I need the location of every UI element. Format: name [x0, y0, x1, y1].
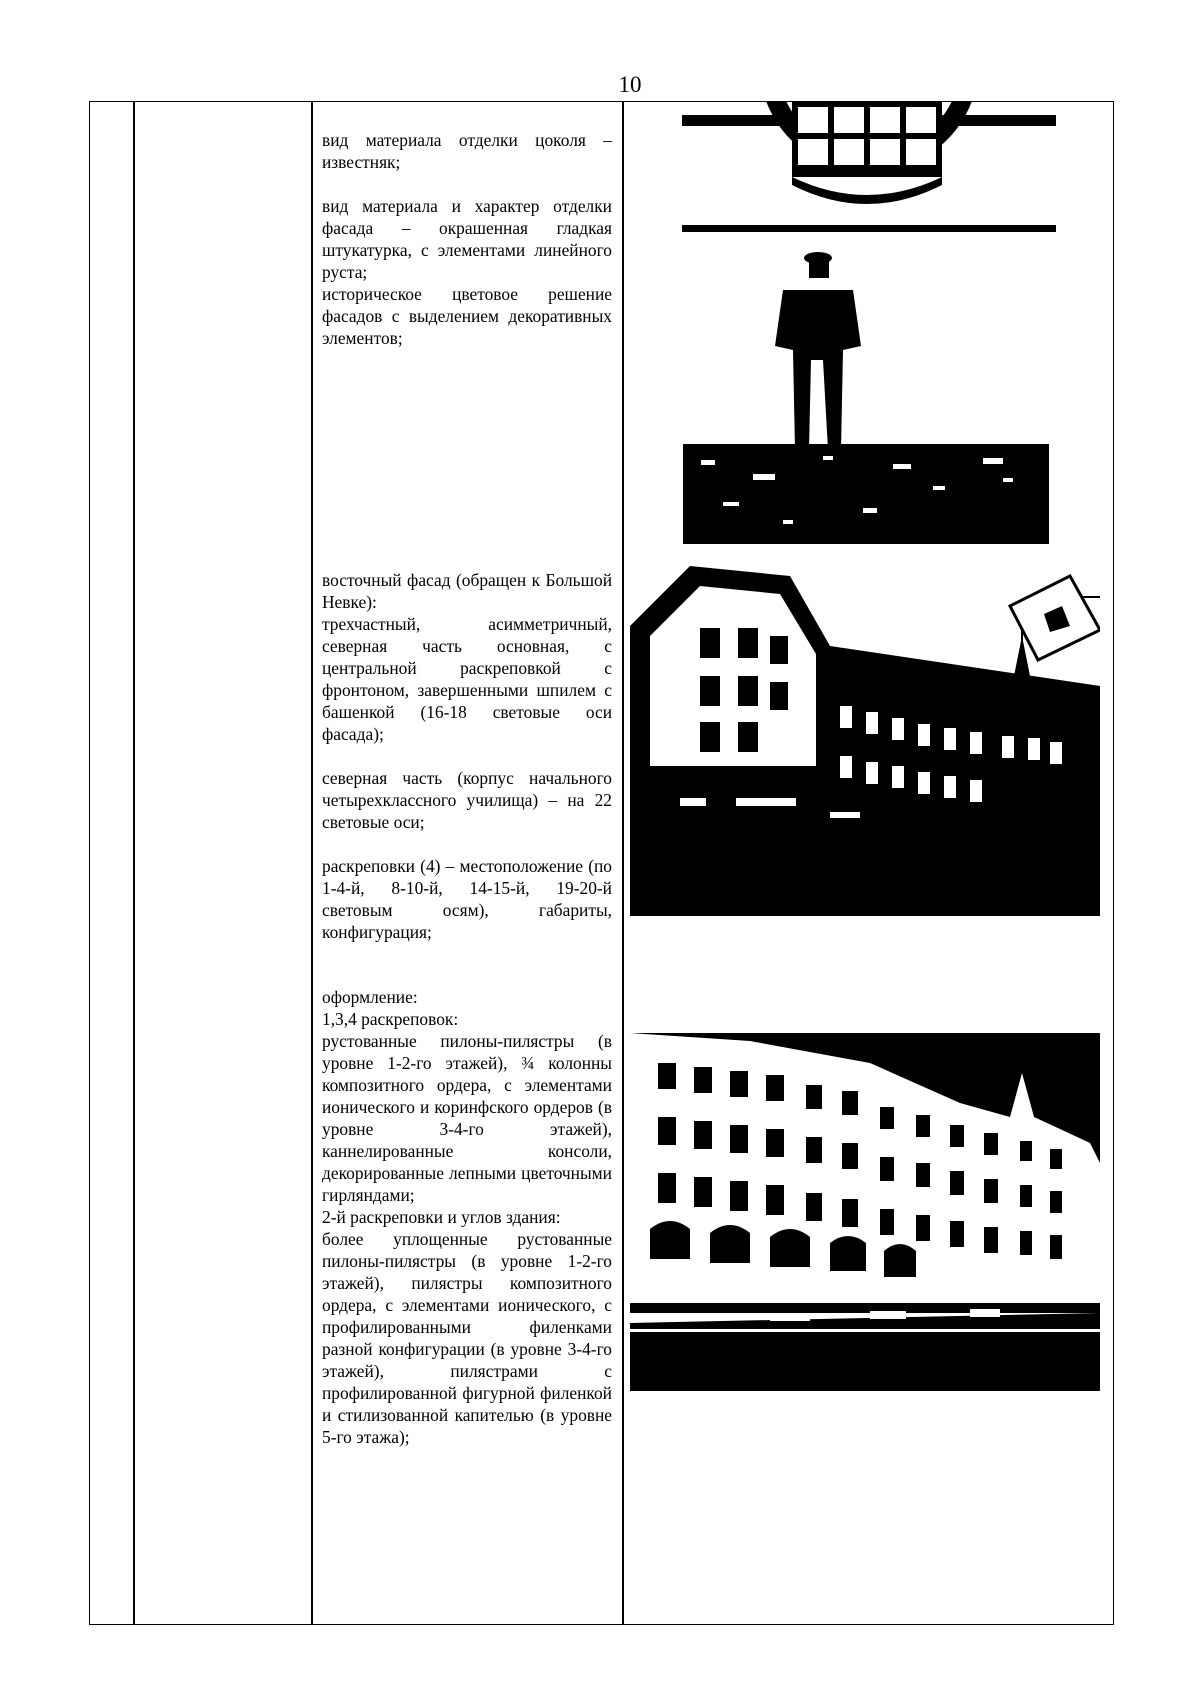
paragraph: вид материала отделки цоколя – известняк; — [322, 130, 612, 172]
paragraph: более уплощенные рустованные пилоны-пилястры (в уровне 1-2-го этажей), пилястры композитного ордера, с элементами ионического, с профилированными филенками разной конфигурации (в уровне 3-4-го этажей), пилястрами с профилированной фигурной филенкой и стилизованной капителью (в уровне 5-го этажа); — [322, 1229, 612, 1447]
sailor-illustration — [683, 250, 1049, 544]
photo-facade-street — [630, 1033, 1100, 1391]
page-number: 10 — [618, 72, 642, 97]
paragraph: оформление: — [322, 987, 418, 1007]
paragraph: раскреповки (4) – местоположение (по 1-4-й, 8-10-й, 14-15-й, 19-20-й световым осям), габариты, конфигурация; — [322, 856, 612, 942]
paragraph: 1,3,4 раскреповок: — [322, 1009, 459, 1029]
paragraph: северная часть (корпус начального четырехклассного училища) – на 22 световые оси; — [322, 768, 612, 832]
paragraph: восточный фасад (обращен к Большой Невке): — [322, 570, 612, 612]
photo-sailor — [683, 250, 1049, 544]
column-divider-1 — [133, 102, 135, 1624]
text-block-east-facade — [322, 569, 612, 943]
column-divider-2 — [311, 102, 313, 1624]
paragraph: историческое цветовое решение фасадов с выделением декоративных элементов; — [322, 284, 612, 348]
east-facade-illustration — [630, 566, 1100, 916]
paragraph: 2-й раскреповки и углов здания: — [322, 1207, 561, 1227]
facade-street-illustration — [630, 1033, 1100, 1391]
text-block-plinth-facade — [322, 129, 612, 349]
photo-east-facade — [630, 566, 1100, 916]
paragraph: вид материала и характер отделки фасада – окрашенная гладкая штукатурка, с элементами линейного руста; — [322, 196, 612, 282]
text-block-decoration — [322, 986, 612, 1448]
paragraph: трехчастный, асимметричный, северная часть основная, с центральной раскреповкой с фронтоном, завершенными шпилем с башенкой (16-18 световые оси фасада); — [322, 614, 612, 744]
paragraph: рустованные пилоны-пилястры (в уровне 1-2-го этажей), ¾ колонны композитного ордера, с элементами ионического и коринфского ордеров (в уровне 3-4-го этажей), каннелированные консоли, декорированные лепными цветочными гирляндами; — [322, 1031, 612, 1205]
photo-round-window — [682, 101, 1056, 237]
round-window-illustration — [682, 101, 1056, 237]
column-divider-3 — [622, 102, 624, 1624]
